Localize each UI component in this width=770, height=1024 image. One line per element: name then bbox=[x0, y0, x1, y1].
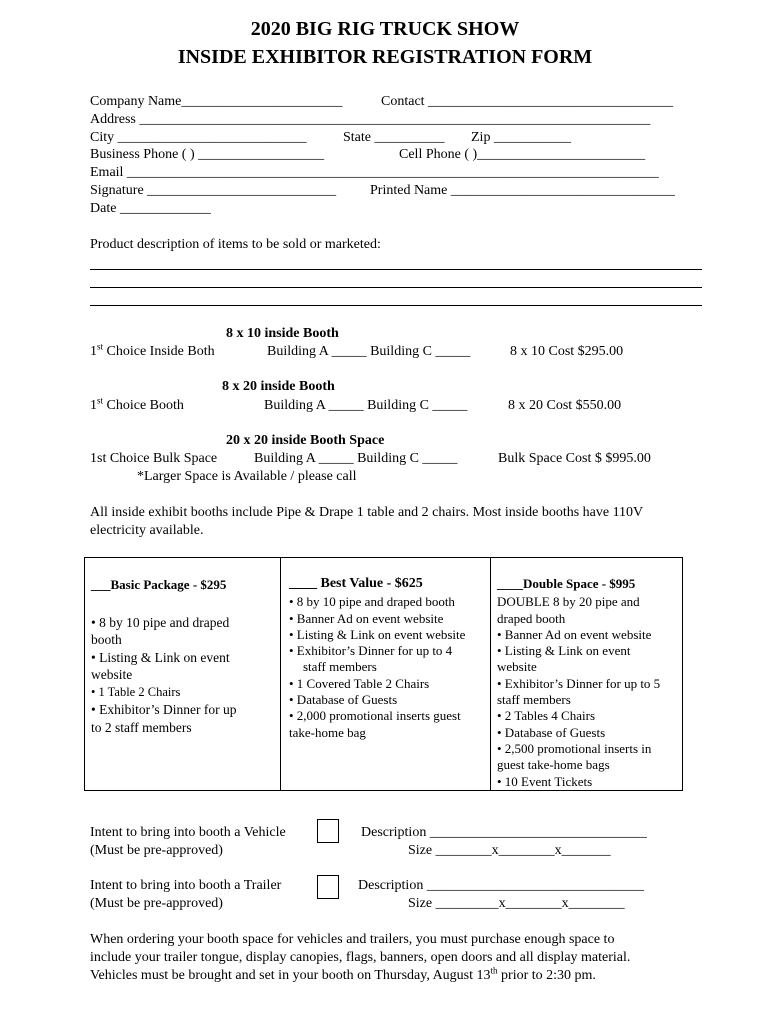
basic-package-item: to 2 staff members bbox=[91, 719, 192, 735]
email-field[interactable]: Email ____________________________________________________________________________ bbox=[90, 165, 659, 180]
footer-note-line3 bbox=[90, 965, 596, 984]
footer-note-line3-end: prior to 2:30 pm. bbox=[497, 968, 596, 983]
booth-8x20-heading: 8 x 20 inside Booth bbox=[222, 379, 335, 394]
booth-20x20-cost: Bulk Space Cost $ $995.00 bbox=[498, 451, 651, 466]
booth-8x10-cost: 8 x 10 Cost $295.00 bbox=[510, 344, 624, 359]
booth-20x20-heading: 20 x 20 inside Booth Space bbox=[226, 433, 385, 448]
basic-package-item: website bbox=[91, 667, 133, 682]
booth-8x20-choice bbox=[90, 395, 184, 414]
form-title-line2: INSIDE EXHIBITOR REGISTRATION FORM bbox=[177, 46, 593, 68]
basic-package-item: • 1 Table 2 Chairs bbox=[91, 684, 181, 699]
larger-space-note: *Larger Space is Available / please call bbox=[137, 469, 357, 484]
product-description-label: Product description of items to be sold or marketed: bbox=[90, 237, 381, 252]
vehicle-approval-note: (Must be pre-approved) bbox=[90, 843, 223, 858]
booth-8x10-choice-ordinal: st bbox=[97, 341, 104, 352]
best-value-package-cell[interactable] bbox=[281, 558, 491, 791]
address-field[interactable]: Address _________________________________________________________________________ bbox=[90, 112, 651, 127]
cell-phone-field[interactable]: Cell Phone ( )________________________ bbox=[399, 147, 646, 162]
best-value-package-item: • Listing & Link on event website bbox=[289, 626, 466, 642]
footer-note-date-ordinal: th bbox=[490, 965, 498, 976]
basic-package-item: • Exhibitor’s Dinner for up bbox=[91, 702, 237, 717]
footer-note-line2: include your trailer tongue, display canopies, flags, banners, open doors and all display material. bbox=[90, 950, 631, 965]
double-space-package-item: website bbox=[497, 659, 537, 675]
packages-table bbox=[84, 557, 683, 791]
vehicle-description-field[interactable]: Description _______________________________ bbox=[361, 825, 647, 840]
product-description-line-2[interactable] bbox=[90, 287, 702, 288]
basic-package-cell[interactable] bbox=[85, 558, 281, 791]
best-value-package-item: • Database of Guests bbox=[289, 692, 398, 708]
double-space-package-item: • 2 Tables 4 Chairs bbox=[497, 708, 596, 724]
best-value-package-item: • Banner Ad on event website bbox=[289, 610, 444, 626]
double-space-package-item: • 10 Event Tickets bbox=[497, 773, 593, 789]
printed-name-field[interactable]: Printed Name ________________________________ bbox=[370, 183, 675, 198]
vehicle-size-field[interactable]: Size ________x________x_______ bbox=[408, 843, 611, 858]
basic-package-title[interactable]: ___Basic Package - $295 bbox=[91, 577, 227, 592]
booth-8x10-choice-number: 1 bbox=[90, 344, 97, 359]
double-space-package-item: staff members bbox=[497, 692, 571, 708]
footer-note-line3-text: Vehicles must be brought and set in your booth on Thursday, August 13 bbox=[90, 968, 491, 983]
trailer-description-field[interactable]: Description _______________________________ bbox=[358, 878, 644, 893]
double-space-package-item: • Exhibitor’s Dinner for up to 5 bbox=[497, 675, 661, 691]
booth-8x20-choice-number: 1 bbox=[90, 398, 97, 413]
double-space-package-item: guest take-home bags bbox=[497, 757, 610, 773]
inside-booth-note-line1: All inside exhibit booths include Pipe & Drape 1 table and 2 chairs. Most inside booths have 110V bbox=[90, 505, 644, 520]
best-value-package-item: staff members bbox=[303, 659, 377, 675]
trailer-intent-label: Intent to bring into booth a Trailer bbox=[90, 878, 282, 893]
basic-package-item: • 8 by 10 pipe and draped bbox=[91, 614, 230, 630]
booth-8x10-heading: 8 x 10 inside Booth bbox=[226, 326, 339, 341]
booth-8x20-choice-text: Choice Booth bbox=[103, 398, 184, 413]
zip-field[interactable]: Zip ___________ bbox=[471, 130, 571, 145]
booth-8x10-choice bbox=[90, 341, 215, 360]
double-space-package-item: DOUBLE 8 by 20 pipe and bbox=[497, 594, 640, 610]
trailer-checkbox[interactable] bbox=[317, 875, 339, 899]
booth-8x10-buildings[interactable]: Building A _____ Building C _____ bbox=[267, 344, 471, 359]
booth-20x20-choice: 1st Choice Bulk Space bbox=[90, 451, 218, 466]
product-description-line-1[interactable] bbox=[90, 269, 702, 270]
double-space-package-item: draped booth bbox=[497, 610, 566, 626]
best-value-package-item: • 2,000 promotional inserts guest bbox=[289, 708, 461, 724]
product-description-line-3[interactable] bbox=[90, 305, 702, 306]
trailer-approval-note: (Must be pre-approved) bbox=[90, 896, 223, 911]
best-value-package-item: take-home bag bbox=[289, 724, 366, 740]
double-space-package-item: • Listing & Link on event bbox=[497, 643, 631, 659]
best-value-package-item: • Exhibitor’s Dinner for up to 4 bbox=[289, 643, 453, 659]
double-space-package-item: • 2,500 promotional inserts in bbox=[497, 740, 652, 756]
booth-8x20-cost: 8 x 20 Cost $550.00 bbox=[508, 398, 622, 413]
signature-field[interactable]: Signature ___________________________ bbox=[90, 183, 337, 198]
best-value-package-item: • 8 by 10 pipe and draped booth bbox=[289, 594, 455, 610]
booth-8x10-choice-text: Choice Inside Both bbox=[103, 344, 215, 359]
business-phone-field[interactable]: Business Phone ( ) __________________ bbox=[90, 147, 325, 162]
date-field[interactable]: Date _____________ bbox=[90, 201, 211, 216]
vehicle-checkbox[interactable] bbox=[317, 819, 339, 843]
city-field[interactable]: City ___________________________ bbox=[90, 130, 307, 145]
inside-booth-note-line2: electricity available. bbox=[90, 523, 204, 538]
double-space-package-item: • Banner Ad on event website bbox=[497, 626, 652, 642]
state-field[interactable]: State __________ bbox=[343, 130, 445, 145]
booth-20x20-buildings[interactable]: Building A _____ Building C _____ bbox=[254, 451, 458, 466]
double-space-package-item: • Database of Guests bbox=[497, 724, 606, 740]
best-value-package-item: • 1 Covered Table 2 Chairs bbox=[289, 675, 430, 691]
best-value-package-title[interactable]: ____ Best Value - $625 bbox=[289, 576, 423, 591]
contact-field[interactable]: Contact ___________________________________ bbox=[381, 94, 674, 109]
vehicle-intent-label: Intent to bring into booth a Vehicle bbox=[90, 825, 286, 840]
form-title-line1: 2020 BIG RIG TRUCK SHOW bbox=[250, 18, 520, 40]
double-space-package-title[interactable]: ____Double Space - $995 bbox=[497, 576, 636, 591]
trailer-size-field[interactable]: Size _________x________x________ bbox=[408, 896, 625, 911]
basic-package-item: booth bbox=[91, 632, 122, 647]
basic-package-item: • Listing & Link on event bbox=[91, 649, 230, 665]
double-space-package-cell[interactable] bbox=[491, 558, 683, 791]
company-name-field[interactable]: Company Name_______________________ bbox=[90, 94, 343, 109]
booth-8x20-choice-ordinal: st bbox=[97, 395, 104, 406]
booth-8x20-buildings[interactable]: Building A _____ Building C _____ bbox=[264, 398, 468, 413]
footer-note-line1: When ordering your booth space for vehicles and trailers, you must purchase enough space to bbox=[90, 932, 615, 947]
